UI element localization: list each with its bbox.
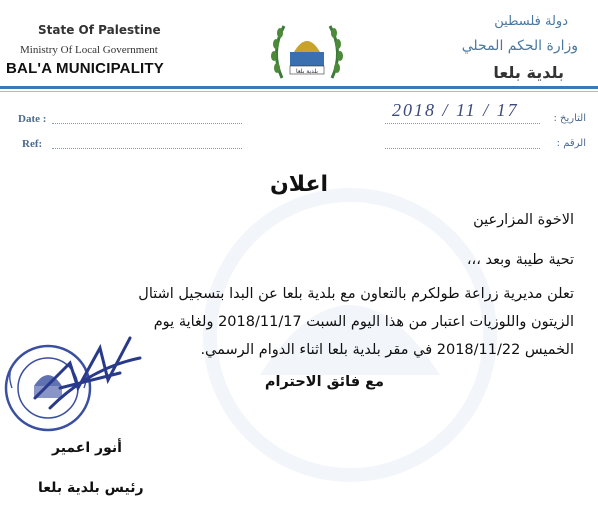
ref-line (52, 138, 242, 149)
header-ministry-ar: وزارة الحكم المحلي (461, 38, 578, 54)
ref-line-ar (385, 138, 540, 149)
header-state: State Of Palestine (38, 23, 161, 37)
paragraph-line-2: الزيتون واللوزيات اعتبار من هذا اليوم السبت 2018/11/17 ولغاية يوم (153, 314, 574, 330)
header-municipality-ar: بلدية بلعا (493, 63, 564, 82)
ref-label-ar: الرقم : (556, 138, 586, 149)
date-label: Date : (18, 113, 47, 125)
header-rule (0, 86, 598, 89)
ref-label: Ref: (22, 138, 43, 150)
svg-text:بلدية بلعا: بلدية بلعا (296, 68, 318, 75)
handwritten-signature (30, 328, 150, 418)
header-state-ar: دولة فلسطين (494, 14, 568, 29)
paragraph-line-3: الخميس 2018/11/22 في مقر بلدية بلعا اثناء الدوام الرسمي. (200, 342, 574, 358)
greeting: تحية طيبة وبعد ،،، (466, 252, 574, 268)
announcement-title: اعلان (269, 172, 329, 197)
municipality-logo (268, 18, 346, 84)
paragraph-line-1: تعلن مديرية زراعة طولكرم بالتعاون مع بلدية بلعا عن البدا بتسجيل اشتال (138, 286, 574, 302)
date-line (52, 113, 242, 124)
header-rule-thin (0, 91, 598, 92)
signatory-title: رئيس بلدية بلعا (38, 480, 144, 496)
closing: مع فائق الاحترام (264, 374, 384, 390)
signatory-name: أنور اعمير (52, 440, 122, 456)
header-municipality: BAL'A MUNICIPALITY (6, 60, 164, 77)
salutation: الاخوة المزارعين (473, 212, 574, 228)
header-ministry: Ministry Of Local Government (20, 44, 158, 56)
handwritten-date: 2018 / 11 / 17 (392, 100, 519, 120)
date-label-ar: التاريخ : (553, 113, 586, 124)
